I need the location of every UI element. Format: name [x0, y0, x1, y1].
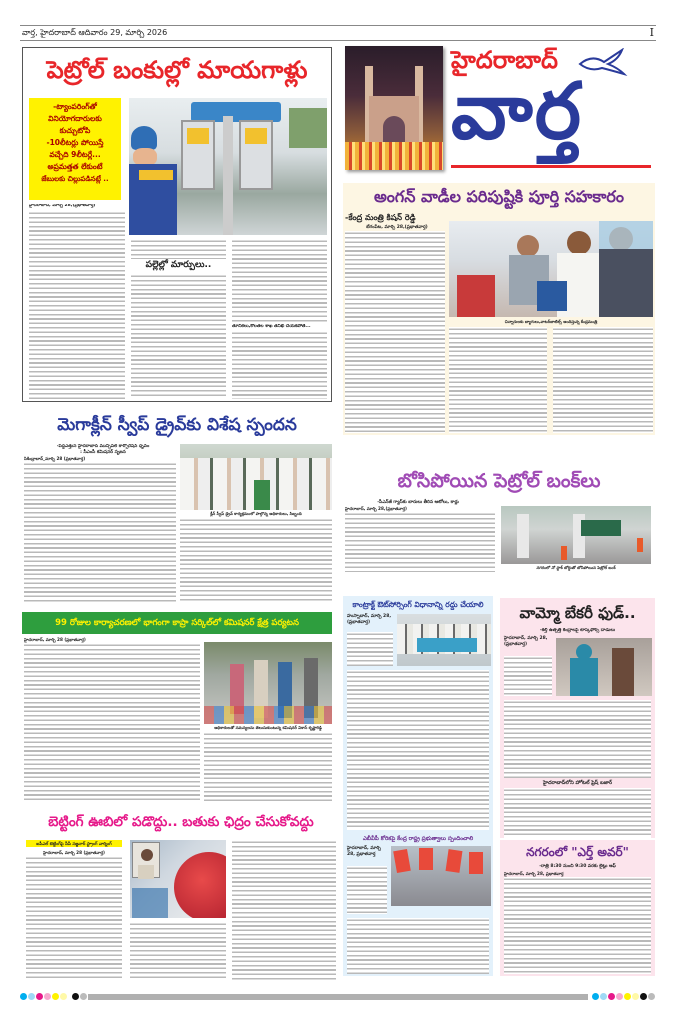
dateline: హైదరాబాద్, మార్చి 28,(ప్రభాతవార్త): [345, 506, 407, 511]
photo-caption: అధికారులతో సమస్యలను తెలుసుకుంటున్న కమిషనర్ వికాస్ కృష్ణారెడ్డి: [214, 725, 322, 730]
color-mark-light-yellow: [632, 993, 639, 1000]
charminar-photo: [345, 46, 443, 170]
folio-masthead-text: వార్త, హైదరాబాద్ ఆదివారం 29, మార్చి 2026: [22, 28, 168, 37]
color-mark-light-magenta: [44, 993, 51, 1000]
dateline: సికింద్రాబాద్_మార్చి 28 (ప్రభాతవార్త): [24, 456, 86, 461]
protest-photo: [397, 614, 491, 666]
highlight-line: అప్రమత్తత లేకుంటే: [47, 162, 103, 171]
headline: అంగన్ వాడీల పరిపుష్టికి పూర్తి సహకారం: [373, 187, 625, 206]
minister-photo: [449, 221, 653, 317]
abvp-rally-photo: [391, 846, 491, 906]
color-mark-cyan: [20, 993, 27, 1000]
dateline: హైదరాబాద్, మార్చి 28, ప్రభాతవార్త: [504, 871, 564, 876]
subhead-2: తూనికలు,కొలతల శాఖ తనిఖీ చేయకపోతే...: [232, 324, 311, 329]
body-column-2: [204, 732, 332, 803]
abvp-headline: ఎబీవీపీ కోరికపై కేంద్ర రాష్ట్ర ప్రభుత్వాలు స్పందించాలి: [362, 836, 474, 842]
dateline: హుస్నాబాద్, మార్చి 28, (ప్రభాతవార్త): [347, 614, 392, 625]
dove-icon: [578, 48, 628, 76]
body-text-2: [504, 788, 651, 838]
highlight-line: -10లీటర్లు పోయిస్తే: [46, 138, 104, 147]
dateline: హైదరాబాద్, మార్చి 28 (ప్రభాతవార్త): [43, 850, 105, 855]
headline: మెగాక్లీన్ స్వీప్ డ్రైవ్‌కు విశేష స్పందన: [57, 415, 297, 435]
highlight-box: [29, 98, 121, 200]
field-visit-photo: [204, 642, 332, 724]
headline: నగరంలో "ఎర్త్ అవర్": [526, 845, 629, 859]
headline: వామ్మో బేకరీ ఫుడ్..: [519, 604, 636, 622]
petrol-pump-photo: [129, 98, 327, 235]
body-column-1: [24, 462, 176, 602]
story-commissioner: [22, 612, 332, 804]
dateline: బేగంపేట, మార్చి 28,(ప్రభాతవార్త): [366, 225, 428, 230]
subhead: పల్లెల్లో మార్పులు..: [145, 260, 212, 270]
body-column-2: [130, 922, 226, 980]
story-anganwadi: [343, 183, 655, 435]
byline: -కేంద్ర మంత్రి కిషన్ రెడ్డి: [345, 213, 416, 222]
story-bunks-closed: [343, 466, 655, 572]
body-column-1: [347, 632, 393, 666]
page-number: I: [649, 26, 654, 39]
body-column-1: [26, 856, 122, 980]
byline: -సీఎన్‌జీ గ్యాస్‌కు బారులు తీరిన ఆటోలు, కార్లు: [377, 500, 459, 505]
abvp-body-text: [347, 918, 489, 974]
photo-caption: నగరంలో నో స్టాక్ బోర్డుతో బోసిపోయిన పెట్రోల్ బంక్: [536, 565, 616, 570]
story-contract-outsourcing: [343, 596, 493, 976]
color-mark-magenta: [608, 993, 615, 1000]
photo-caption: క్లీన్ స్వీప్ డ్రైవ్ కార్యక్రమంలో పాల్గొన్న అధికారులు, సిబ్బంది: [210, 511, 302, 516]
masthead-city: హైదరాబాద్: [451, 46, 558, 74]
headline: బెట్టింగ్ ఊబిలో పడొద్దు.. బతుకు ఛిద్రం చేసుకోవద్దు: [48, 814, 314, 830]
highlight-line: వినియోగదారులకు: [48, 114, 102, 123]
body-column-3: [232, 840, 336, 980]
body-column-3: [553, 327, 653, 433]
body-column-2: [180, 518, 332, 602]
color-mark-light-magenta: [616, 993, 623, 1000]
dateline: హైదరాబాద్, మార్చి 28,(ప్రభాతవార్త): [29, 204, 96, 208]
cleanup-photo: [180, 444, 332, 510]
color-mark-yellow: [624, 993, 631, 1000]
color-mark-light-cyan: [28, 993, 35, 1000]
color-mark-yellow: [52, 993, 59, 1000]
body-text: [347, 670, 489, 830]
color-mark-magenta: [36, 993, 43, 1000]
masthead-rule: [451, 165, 651, 168]
tagline: ఐపీఎల్ బెట్టింగ్‌పై సీపీ సజ్జనార్ స్ట్రాంగ్ వార్నింగ్: [26, 840, 122, 847]
color-mark-light-cyan: [600, 993, 607, 1000]
highlight-line: వచ్చేది 9లీటర్లే...: [49, 150, 101, 159]
body-column-1: [24, 643, 200, 803]
folio-bar: [20, 25, 656, 41]
story-petrol-scam: [22, 47, 332, 402]
abvp-body-column-1: [347, 866, 387, 914]
headline-banner: 99 రోజుల కార్యాచరణలో భాగంగా కాప్రా సర్కిల్‌లో కమిషనర్ క్షేత్ర పర్యటన: [22, 612, 332, 634]
body-column-3b: [232, 331, 327, 399]
body-column-1: [345, 512, 495, 572]
headline: కాంట్రాక్ట్ ఔట్‌సోర్సింగ్ విధానాన్ని రద్దు చేయాలి: [352, 600, 484, 609]
story-bakery: [500, 598, 655, 838]
color-mark-black: [72, 993, 79, 1000]
dateline: హైదరాబాద్, మార్చి 28 (ప్రభాతవార్త): [24, 637, 86, 642]
body-column-2: [131, 239, 226, 259]
body-column-1: [504, 656, 552, 696]
byline-2: : సీఎంసీ కమిషనర్ సృజన: [80, 450, 126, 455]
story-megaclean: [22, 410, 332, 602]
abvp-dateline: హైదరాబాద్, మార్చి 28, ప్రభాతవార్త: [347, 846, 381, 857]
body-column-2b: [131, 274, 226, 399]
byline: -రాత్రి 8:30 నుంచి 9:30 వరకు లైట్లు ఆఫ్: [539, 864, 616, 869]
highlight-line: -ట్యాంపరింగ్‌తో: [53, 102, 97, 111]
story-betting: [22, 810, 340, 980]
highlight-line: జేబులకు చిల్లుపడినట్లే ..: [41, 175, 109, 183]
body-text: [504, 700, 651, 778]
dateline: హైదరాబాద్, మార్చి 28,(ప్రభాతవార్త): [504, 636, 548, 647]
closed-bunk-photo: [501, 506, 651, 564]
byline-1: -పెద్దఎత్తున హైదరాబాద్ మున్సిపల్ కార్పొరేషన్ ధృవం: [56, 444, 150, 449]
subhead: హైదరాబాద్‌లోని హోటల్ ఫ్రెష్ బజార్: [542, 780, 613, 786]
highlight-line: కుచ్చుటోపి: [59, 126, 91, 135]
registration-bar: [20, 992, 656, 1002]
body-text: [504, 877, 651, 974]
masthead-name: వార్త: [451, 67, 583, 157]
photo-caption: చిన్నారులకు బ్యాగులు,వాటర్‌బాటిల్స్ అందిస్తున్న కేంద్రమంత్రి: [504, 319, 598, 324]
body-column-2: [449, 327, 547, 433]
color-mark-light-yellow: [60, 993, 67, 1000]
color-mark-gray: [80, 993, 87, 1000]
byline: -కల్తీ ఉత్పత్తి కేంద్రాలపై టాస్క్‌ఫోర్స్ దాడులు: [539, 628, 616, 633]
betting-photo: [130, 840, 226, 918]
bakery-raid-photo: [556, 638, 652, 696]
headline: బోసిపోయిన పెట్రోల్ బంక్‌లు: [397, 470, 601, 492]
body-column-1: [345, 231, 445, 433]
body-column-1: [29, 211, 125, 399]
masthead: [343, 46, 653, 176]
color-mark-gray: [648, 993, 655, 1000]
headline: పెట్రోల్ బంకుల్లో మాయగాళ్లు: [46, 56, 308, 84]
color-mark-cyan: [592, 993, 599, 1000]
color-mark-black: [640, 993, 647, 1000]
story-earth-hour: [500, 840, 655, 976]
body-column-3: [232, 239, 327, 323]
gray-bar: [88, 994, 588, 1000]
